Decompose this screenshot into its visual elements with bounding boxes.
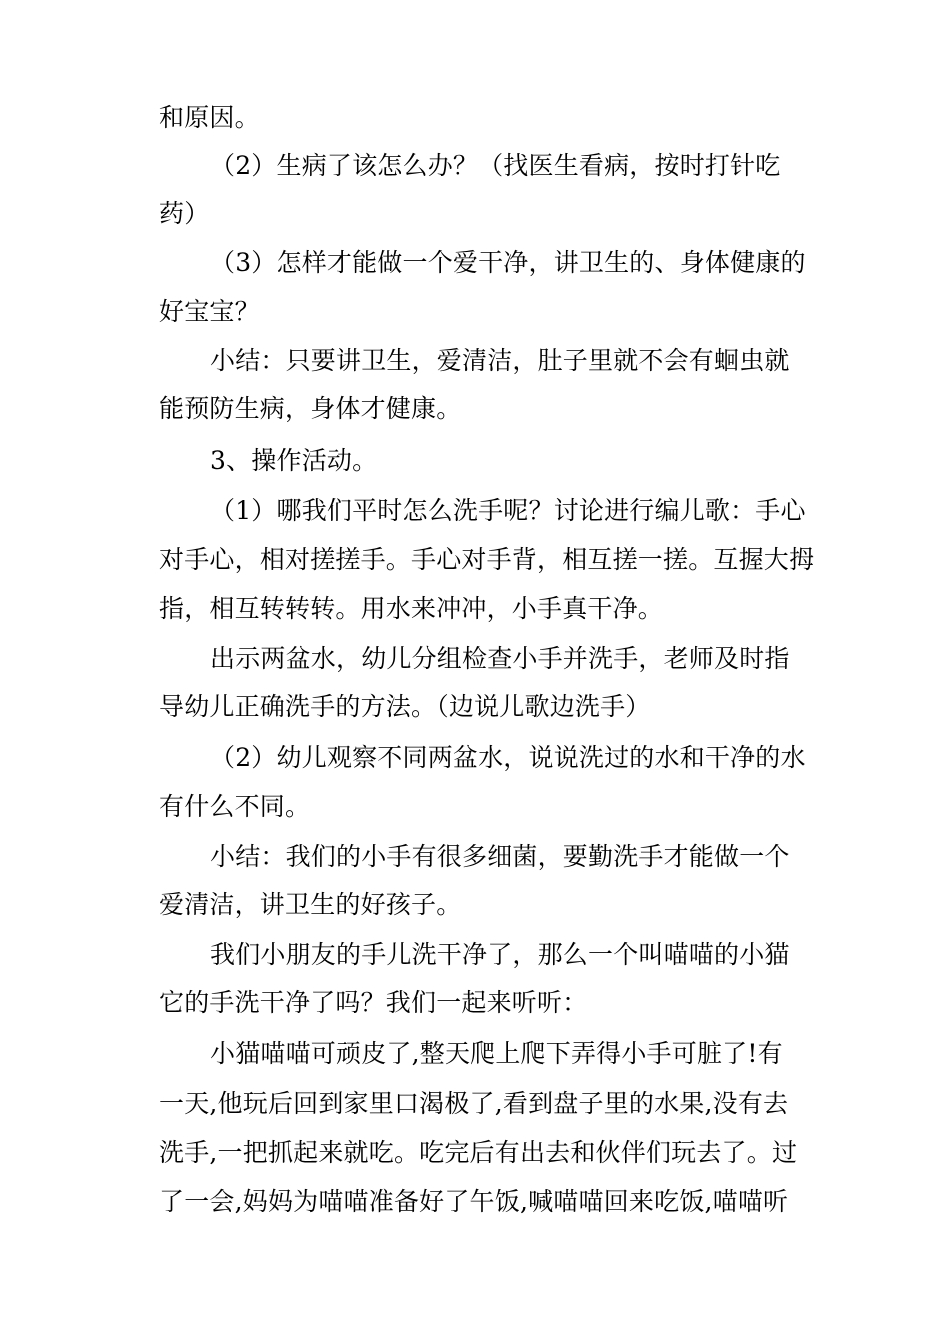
text-line: （3）怎样才能做一个爱干净，讲卫生的、身体健康的 — [210, 248, 806, 277]
text-line: 一天,他玩后回到家里口渴极了,看到盘子里的水果,没有去 — [159, 1089, 789, 1118]
text-line: 小结：只要讲卫生，爱清洁，肚子里就不会有蛔虫就 — [210, 346, 790, 375]
text-line: 小猫喵喵可顽皮了,整天爬上爬下弄得小手可脏了!有 — [210, 1039, 783, 1068]
text-line: 和原因。 — [159, 103, 260, 132]
text-line: 它的手洗干净了吗？我们一起来听听： — [159, 988, 588, 1017]
text-line: 3、操作活动。 — [210, 446, 378, 475]
text-line: （2）幼儿观察不同两盆水，说说洗过的水和干净的水 — [210, 743, 806, 772]
text-line: 好宝宝？ — [159, 297, 260, 326]
text-line: 能预防生病，身体才健康。 — [159, 394, 462, 423]
text-line: 药） — [159, 199, 210, 228]
text-line: 导幼儿正确洗手的方法。（边说儿歌边洗手） — [159, 692, 651, 721]
text-line: 有什么不同。 — [159, 792, 311, 821]
text-line: 小结：我们的小手有很多细菌，要勤洗手才能做一个 — [210, 842, 790, 871]
text-line: 指，相互转转转。用水来冲冲，小手真干净。 — [159, 594, 664, 623]
text-line: 爱清洁，讲卫生的好孩子。 — [159, 890, 462, 919]
text-line: 出示两盆水，幼儿分组检查小手并洗手，老师及时指 — [210, 644, 790, 673]
text-line: （1）哪我们平时怎么洗手呢？讨论进行编儿歌：手心 — [210, 496, 806, 525]
text-line: （2）生病了该怎么办？（找医生看病，按时打针吃 — [210, 151, 781, 180]
text-line: 我们小朋友的手儿洗干净了，那么一个叫喵喵的小猫 — [210, 940, 790, 969]
text-line: 洗手,一把抓起来就吃。吃完后有出去和伙伴们玩去了。过 — [159, 1138, 798, 1167]
text-line: 了一会,妈妈为喵喵准备好了午饭,喊喵喵回来吃饭,喵喵听 — [159, 1187, 789, 1216]
text-line: 对手心，相对搓搓手。手心对手背，相互搓一搓。互握大拇 — [159, 545, 815, 574]
